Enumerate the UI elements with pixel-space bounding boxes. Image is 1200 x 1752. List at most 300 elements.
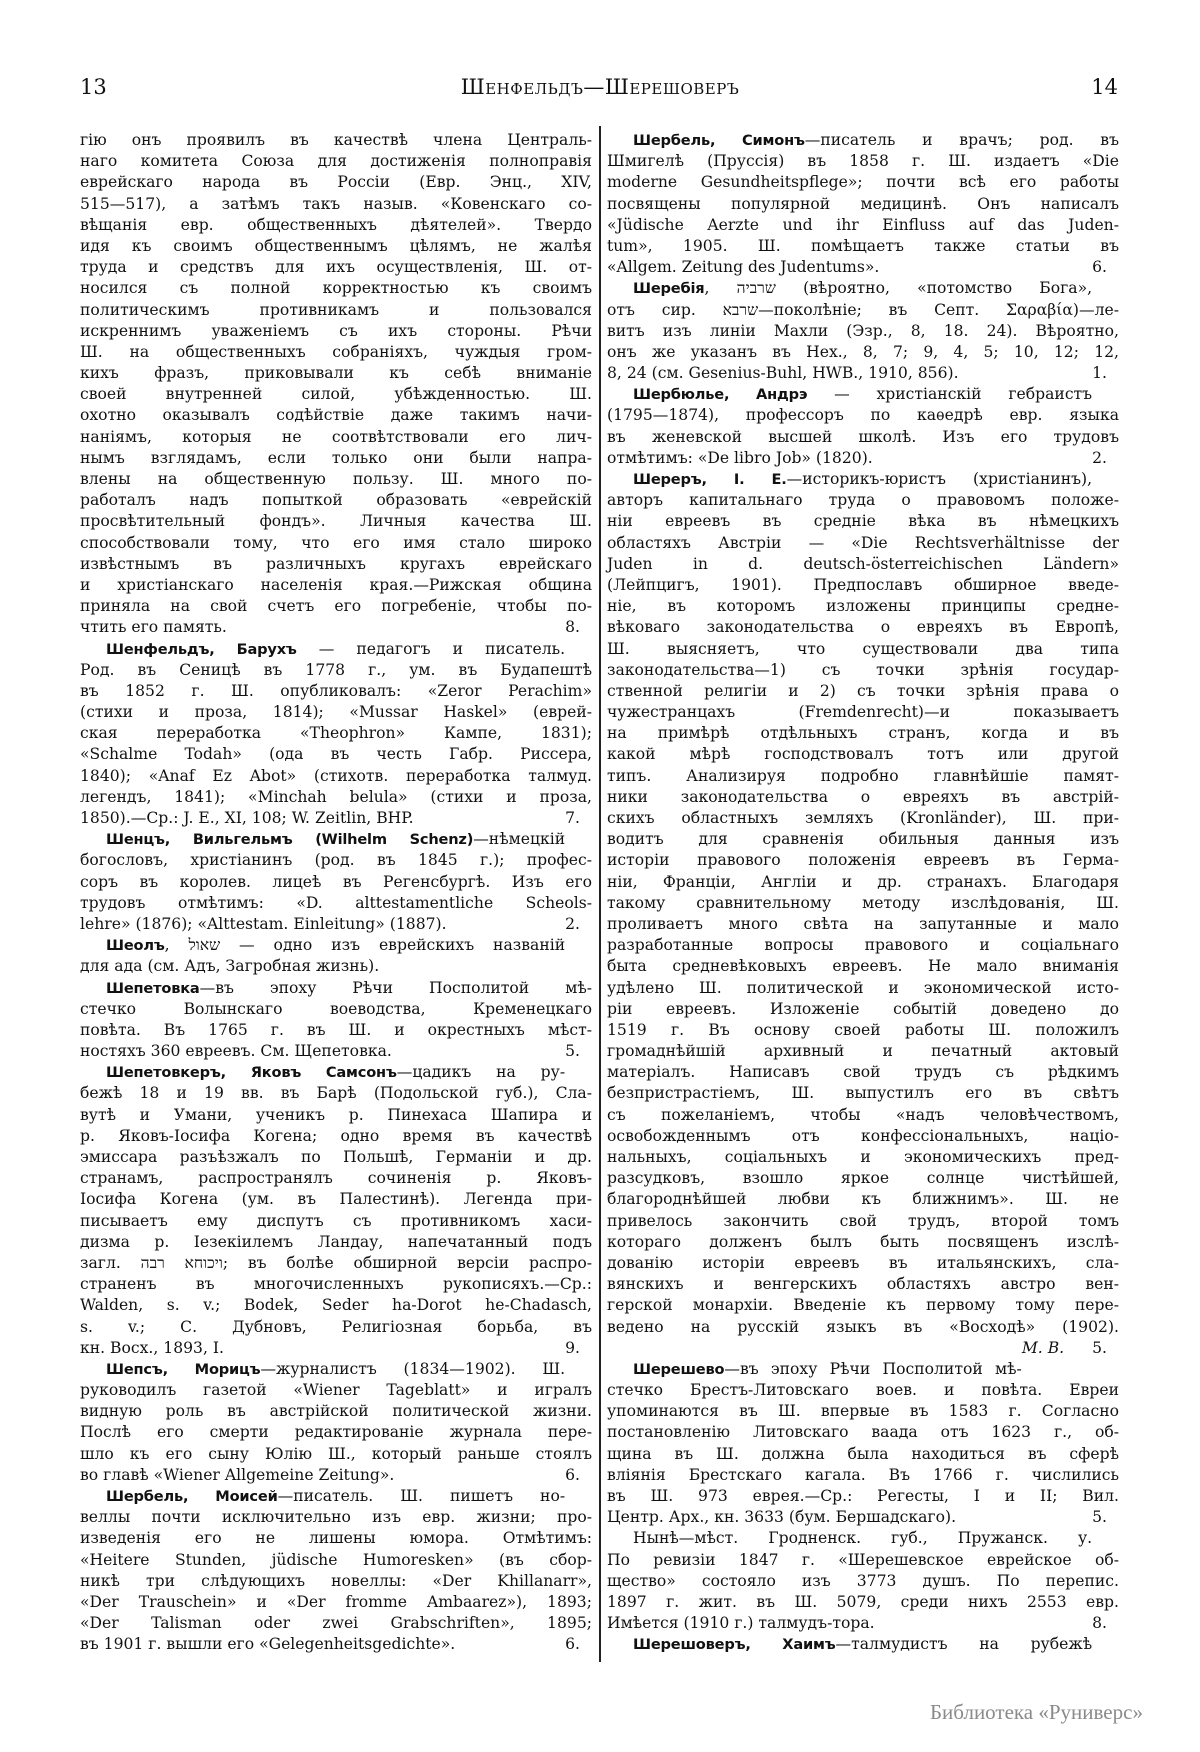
line-text: (стихи и проза, 1814); «Mussar Haskel» (еврей- — [80, 703, 592, 722]
article-entry — [80, 639, 592, 830]
text-line — [80, 681, 592, 702]
line-text: «Der Trauschein» и «Der fromme Ambaarez»), 1893; — [80, 1592, 592, 1611]
signature-number: 5. — [565, 1042, 580, 1061]
entry-headword: Шеолъ — [106, 937, 165, 955]
line-text: упоминаются въ Ш. впервые въ 1583 г. Согласно — [607, 1402, 1119, 1421]
line-text: и христіанскаго населенія края.—Рижская община — [80, 575, 592, 594]
line-text: 1897 г. жит. въ Ш. 5079, среди нихъ 2553 евр. — [607, 1592, 1119, 1611]
line-text: странамъ, распространялъ сочиненія р. Яковъ- — [80, 1169, 592, 1188]
line-text: ники законодательства о евреяхъ въ австрій- — [607, 787, 1119, 806]
text-line — [80, 1401, 592, 1422]
text-line — [607, 1613, 1119, 1634]
text-line — [80, 999, 592, 1020]
line-text: извѣстнымъ въ различныхъ кругахъ еврейскаго — [80, 554, 592, 573]
line-text: вянскихъ и венгерскихъ областяхъ австро вен- — [607, 1275, 1119, 1294]
line-text: соръ въ королев. лицеѣ въ Регенсбургѣ. Изъ его — [80, 872, 592, 891]
text-line — [80, 1507, 592, 1528]
text-line — [607, 850, 1119, 871]
text-line — [607, 1465, 1119, 1486]
line-text: По ревизіи 1847 г. «Шерешевское еврейское об- — [607, 1550, 1119, 1569]
line-text: ріи евреевъ. Изложеніе событій доведено до — [607, 999, 1119, 1018]
contributor-signature — [1092, 363, 1119, 384]
line-text: Центр. Арх., кн. 3633 (бум. Бершадскаго). — [607, 1508, 957, 1527]
text-line — [80, 405, 592, 426]
article-entry — [607, 278, 1119, 384]
line-text: трудовъ отмѣтимъ: «D. alttestamentliche Scheols- — [80, 893, 592, 912]
line-text: исторіи правового положенія евреевъ въ Герма- — [607, 851, 1119, 870]
line-text: громаднѣйшій архивный и печатный актовый — [607, 1042, 1119, 1061]
entry-headword: Шербель, Симонъ — [633, 132, 805, 149]
contributor-signature — [1022, 1338, 1119, 1359]
text-line — [607, 427, 1119, 448]
article-entry — [80, 1486, 592, 1656]
line-text: — христіанскій гебраистъ — [807, 385, 1093, 404]
line-text: ніи евреевъ въ средніе вѣка въ нѣмецкихъ — [607, 512, 1119, 531]
line-text: просвѣтительный фондъ». Личныя качества Ш. — [80, 512, 592, 531]
line-text: быта средневѣковыхъ евреевъ. Не мало вниманія — [607, 957, 1119, 976]
text-line — [607, 384, 1119, 405]
line-text: безпристрастіемъ, Ш. выпустилъ его въ свѣтъ — [607, 1084, 1119, 1103]
line-text: (1795—1874), профессоръ по каѳедрѣ евр. языка — [607, 406, 1119, 425]
running-title: Шенфельдъ—Шерешоверъ — [460, 75, 740, 99]
text-line — [607, 236, 1119, 257]
text-line — [80, 1211, 592, 1232]
line-text: привелось закончить свой трудъ, второй томъ — [607, 1211, 1119, 1230]
line-text: отъ сир. שרבא—поколѣніе; въ Септ. Σαραβία)—ле- — [607, 300, 1119, 319]
text-line — [607, 1126, 1119, 1147]
contributor-signature — [1092, 448, 1119, 469]
signature-number: 5. — [1092, 1508, 1107, 1527]
line-text: —историкъ-юристъ (христіанинъ), — [786, 470, 1093, 488]
text-line — [80, 1147, 592, 1168]
text-line — [80, 575, 592, 596]
text-line — [80, 850, 592, 871]
text-line — [80, 215, 592, 236]
text-line — [80, 1274, 592, 1295]
text-line — [607, 1105, 1119, 1126]
text-line — [80, 766, 592, 787]
contributor-signature — [565, 914, 592, 935]
line-text: , שאול — одно изъ еврейскихъ названій — [164, 936, 566, 955]
signature-number: 6. — [565, 1635, 580, 1654]
line-text: такому сравнительному методу изслѣдованія, Ш. — [607, 893, 1119, 912]
line-text: щина въ Ш. должна была находиться въ сферѣ — [607, 1444, 1119, 1463]
text-line — [607, 1020, 1119, 1041]
line-text: веллы почти исключительно изъ евр. жизни; про- — [80, 1508, 592, 1527]
line-text: (Лейпцигъ, 1901). Предпославъ обширное введе- — [607, 575, 1119, 594]
text-line — [80, 978, 592, 999]
line-text: видную роль въ австрійской политической жизни. — [80, 1402, 592, 1421]
text-line — [80, 1189, 592, 1210]
signature-number: 7. — [565, 809, 580, 827]
text-line — [607, 660, 1119, 681]
text-line — [607, 554, 1119, 575]
entry-headword: Шербюлье, Андрэ — [633, 386, 808, 404]
line-text: Шмигелѣ (Пруссія) въ 1858 г. Ш. издаетъ «Die — [607, 152, 1119, 171]
article-entry — [80, 1062, 592, 1359]
line-text: «Heitere Stunden, jüdische Humoresken» (въ сбор- — [80, 1550, 592, 1569]
entry-headword: Шереръ, І. Е. — [633, 471, 787, 488]
text-line — [80, 1168, 592, 1189]
text-line — [607, 935, 1119, 956]
text-line — [80, 490, 592, 511]
column-right — [607, 130, 1119, 1656]
text-line — [607, 1550, 1119, 1571]
article-entry — [607, 469, 1119, 1359]
entry-headword: Шерешево — [633, 1360, 725, 1378]
text-line — [80, 639, 592, 660]
line-text: нымъ взглядамъ, если только они были напра- — [80, 448, 592, 467]
text-line — [607, 639, 1119, 660]
line-text: —въ эпоху Рѣчи Посполитой мѣ- — [199, 978, 592, 997]
text-line — [607, 1147, 1119, 1168]
line-text: способствовали тому, что его имя стало широко — [80, 533, 592, 552]
article-paragraph — [80, 130, 592, 639]
line-text: гію онъ проявилъ въ качествѣ члена Централь- — [80, 131, 592, 149]
text-line — [80, 723, 592, 744]
contributor-signature — [565, 1465, 592, 1486]
signature-number: 8. — [565, 618, 580, 637]
contributor-signature — [1092, 257, 1119, 278]
text-line — [607, 787, 1119, 808]
text-line — [80, 172, 592, 193]
text-line — [80, 1528, 592, 1549]
text-line — [80, 321, 592, 342]
text-line — [80, 236, 592, 257]
line-text: нальныхъ, соціальныхъ и экономическихъ пред- — [607, 1148, 1119, 1166]
contributor-signature — [1092, 1507, 1119, 1528]
line-text: «Allgem. Zeitung des Judentums». — [607, 258, 880, 277]
signature-number: 5. — [1092, 1338, 1107, 1357]
line-text: ніи, Франціи, Англіи и др. странахъ. Благодаря — [607, 872, 1119, 891]
text-line — [80, 1232, 592, 1253]
entry-headword: Шепетовка — [106, 979, 200, 997]
line-text: , שרביה (вѣроятно, «потомство Бога», — [704, 279, 1093, 298]
text-line — [607, 999, 1119, 1020]
text-line — [607, 194, 1119, 215]
text-line — [80, 914, 592, 935]
line-text: ская переработка «Theophron» Кампе, 1831); — [80, 724, 592, 743]
text-line — [80, 1062, 592, 1083]
text-line — [607, 1401, 1119, 1422]
line-text: стечко Брестъ-Литовскаго воев. и повѣта. Евреи — [607, 1381, 1119, 1400]
text-line — [607, 1168, 1119, 1189]
text-line — [80, 427, 592, 448]
line-text: —писатель и врачъ; род. въ — [804, 131, 1119, 149]
line-text: вутѣ и Умани, ученикъ р. Пинехаса Шапира и — [80, 1105, 592, 1124]
text-line — [607, 1571, 1119, 1592]
line-text: бежѣ 18 и 19 вв. въ Барѣ (Подольской губ.), Сла- — [80, 1084, 592, 1103]
line-text: на примѣрѣ отдѣльныхъ странъ, когда и въ — [607, 724, 1119, 743]
line-text: ведено на русскій языкъ въ «Восходѣ» (1902). — [607, 1317, 1119, 1336]
text-line — [80, 1592, 592, 1613]
line-text: кихъ фразъ, приковывали къ себѣ вниманіе — [80, 364, 592, 383]
line-text: законодательства—1) съ точки зрѣнія государ- — [607, 660, 1119, 679]
entry-headword: Шерешоверъ, Хаимъ — [633, 1636, 836, 1654]
entry-headword: Шенцъ, Вильгельмъ (Wilhelm Schenz) — [106, 831, 474, 849]
text-line — [607, 1486, 1119, 1507]
line-text: для ада (см. Адъ, Загробная жизнь). — [80, 957, 380, 976]
line-text: въ Ш. 973 еврея.—Ср.: Регесты, I и II; Вил. — [607, 1487, 1119, 1505]
line-text: во главѣ «Wiener Allgemeine Zeitung». — [80, 1465, 395, 1484]
line-text: постановленію Литовскаго ваада отъ 1623 г., об- — [607, 1423, 1119, 1442]
contributor-signature — [565, 1338, 592, 1359]
line-text: онъ же указанъ въ Нех., 8, 7; 9, 4, 5; 10, 12; 12, — [607, 342, 1119, 361]
contributor-signature — [565, 1634, 592, 1655]
text-line — [607, 257, 1119, 278]
line-text: писываетъ ему диспутъ съ противникомъ хаси- — [80, 1211, 592, 1230]
signature-number: 1. — [1092, 364, 1107, 383]
text-line — [607, 1359, 1119, 1380]
article-entry — [607, 130, 1119, 278]
signature-number: 9. — [565, 1338, 580, 1357]
line-text: повѣта. Въ 1765 г. въ Ш. и окрестныхъ мѣст- — [80, 1020, 592, 1039]
text-line — [607, 956, 1119, 977]
text-line — [80, 1571, 592, 1592]
line-text: Ш. на общественныхъ собраніяхъ, чуждыя гром- — [80, 342, 592, 361]
line-text: авторъ капитальнаго труда о правовомъ положе- — [607, 491, 1119, 510]
text-line — [607, 172, 1119, 193]
article-entry — [607, 1359, 1119, 1529]
signature-number: 2. — [1092, 448, 1107, 467]
line-text: s. v.; С. Дубновъ, Религіозная борьба, въ — [80, 1317, 592, 1336]
line-text: вѣщанія евр. общественныхъ дѣятелей». Твердо — [80, 215, 592, 234]
line-text: tum», 1905. Ш. помѣщаетъ также статьи въ — [607, 236, 1119, 255]
line-text: ностяхъ 360 евреевъ. См. Щепетовка. — [80, 1042, 392, 1061]
library-watermark: Библиотека «Руниверс» — [930, 1700, 1143, 1724]
text-line — [607, 448, 1119, 469]
text-line — [607, 1422, 1119, 1443]
line-text: —цадикъ на ру- — [396, 1063, 566, 1082]
text-line — [80, 787, 592, 808]
text-line — [80, 257, 592, 278]
text-line — [607, 130, 1119, 151]
text-line — [80, 1550, 592, 1571]
line-text: ственной религіи и 2) съ точки зрѣнія права о — [607, 681, 1119, 700]
line-text: какой мѣрѣ господствовалъ тотъ или другой — [607, 745, 1119, 764]
line-text: Нынѣ—мѣст. Гродненск. губ., Пружанск. у. — [633, 1529, 1093, 1548]
text-line — [80, 1444, 592, 1465]
line-text: отмѣтимъ: «De libro Job» (1820). — [607, 448, 873, 467]
article-entry — [80, 935, 592, 977]
text-line — [607, 1274, 1119, 1295]
text-line — [607, 1338, 1119, 1359]
contributor-signature — [565, 808, 592, 829]
text-line — [607, 829, 1119, 850]
text-line — [80, 872, 592, 893]
line-text: посвящены популярной медицинѣ. Онъ написалъ — [607, 194, 1119, 213]
article-paragraph — [607, 1528, 1119, 1634]
line-text: Juden in d. deutsch-österreichischen Ländern» — [607, 554, 1119, 573]
line-text: Іосифа Когена (ум. въ Палестинѣ). Легенда при- — [80, 1190, 592, 1209]
text-line — [607, 1062, 1119, 1083]
line-text: 1840); «Anaf Ez Abot» (стихотв. переработка талмуд. — [80, 766, 592, 785]
text-line — [607, 872, 1119, 893]
text-line — [80, 935, 592, 956]
line-text: дизма р. Іезекіилемъ Ландау, напечатанный подъ — [80, 1232, 592, 1251]
text-line — [80, 596, 592, 617]
line-text: областяхъ Австріи — «Die Rechtsverhältnisse der — [607, 533, 1119, 552]
text-line — [607, 914, 1119, 935]
text-line — [80, 151, 592, 172]
text-line — [80, 1253, 592, 1274]
line-text: lehre» (1876); «Alttestam. Einleitung» (1887). — [80, 914, 447, 933]
signature-author: М. В. — [1021, 1338, 1065, 1357]
line-text: богословъ, христіанинъ (род. въ 1845 г.); профес- — [80, 851, 592, 870]
text-line — [80, 1422, 592, 1443]
line-text: благороднѣйшей любви къ ближнимъ». Ш. не — [607, 1190, 1119, 1209]
line-text: приняла на свой счетъ его погребеніе, чтобы по- — [80, 597, 592, 616]
line-text: Walden, s. v.; Bodek, Seder ha-Dorot he-Chadasch, — [80, 1296, 592, 1315]
line-text: Род. въ Сеницѣ въ 1778 г., ум. въ Будапештѣ — [80, 660, 592, 679]
line-text: легендъ, 1841); «Minchah belula» (стихи и проза, — [80, 787, 592, 806]
text-line — [80, 554, 592, 575]
line-text: Имѣется (1910 г.) талмудъ-тора. — [607, 1614, 875, 1633]
line-text: въ 1901 г. вышли его «Gelegenheitsgedichte». — [80, 1635, 456, 1654]
text-line — [607, 321, 1119, 342]
line-text: никѣ три слѣдующихъ новеллы: «Der Khillanarr», — [80, 1571, 592, 1590]
article-entry — [80, 829, 592, 935]
line-text: водитъ для сравненія обильныя данныя изъ — [607, 830, 1119, 849]
line-text: 1850).—Ср.: J. E., XI, 108; W. Zeitlin, BHP. — [80, 809, 414, 827]
line-text: проливаетъ много свѣта на запутанные и мало — [607, 914, 1119, 933]
signature-number: 6. — [565, 1465, 580, 1484]
line-text: работалъ надъ попыткой образовать «еврейскій — [80, 491, 592, 510]
line-text: освобожденнымъ отъ конфессіональныхъ, націо- — [607, 1126, 1119, 1145]
text-line — [80, 1126, 592, 1147]
text-line — [607, 1444, 1119, 1465]
text-line — [607, 533, 1119, 554]
line-text: эмиссара разъѣзжалъ по Польшѣ, Германіи и др. — [80, 1148, 592, 1166]
line-text: «Schalme Todah» (ода въ честь Габр. Риссера, — [80, 745, 592, 764]
line-text: —писатель. Ш. пишетъ но- — [277, 1487, 566, 1505]
line-text: витъ изъ линіи Махли (Эзр., 8, 18. 24). Вѣроятно, — [607, 321, 1119, 340]
line-text: въ женевской высшей школѣ. Изъ его трудовъ — [607, 427, 1119, 446]
text-line — [80, 617, 592, 638]
line-text: влены на общественную пользу. Ш. много по- — [80, 470, 592, 488]
line-text: —нѣмецкій — [473, 830, 566, 849]
entry-headword: Шербель, Моисей — [106, 1488, 278, 1505]
contributor-signature — [565, 1041, 592, 1062]
text-line — [80, 1317, 592, 1338]
text-line — [607, 405, 1119, 426]
text-line — [607, 342, 1119, 363]
text-line — [607, 511, 1119, 532]
line-text: разработанные вопросы правового и соціальнаго — [607, 936, 1119, 955]
line-text: типъ. Анализируя подробно главнѣйшіе памят- — [607, 766, 1119, 785]
text-line — [80, 363, 592, 384]
signature-number: 6. — [1092, 258, 1107, 277]
line-text: искреннимъ уваженіемъ съ ихъ стороны. Рѣчи — [80, 321, 592, 340]
text-line — [607, 1507, 1119, 1528]
text-line — [607, 702, 1119, 723]
line-text: ніе, въ которомъ изложены принципы средне- — [607, 597, 1119, 616]
text-line — [80, 808, 592, 829]
text-line — [607, 1041, 1119, 1062]
text-line — [607, 723, 1119, 744]
text-line — [80, 448, 592, 469]
text-line — [607, 1253, 1119, 1274]
contributor-signature — [565, 617, 592, 638]
text-line — [80, 660, 592, 681]
line-text: Послѣ его смерти редактированіе журнала пере- — [80, 1423, 592, 1442]
text-line — [80, 194, 592, 215]
text-line — [607, 215, 1119, 236]
entry-headword: Шенфельдъ, Барухъ — [106, 640, 297, 658]
text-line — [80, 469, 592, 490]
page-number-right: 14 — [1091, 75, 1118, 99]
line-text: «Jüdische Aerzte und ihr Einfluss auf das Juden- — [607, 215, 1119, 234]
text-line — [607, 1528, 1119, 1549]
line-text: въ 1852 г. Ш. опубликовалъ: «Zeror Perachim» — [80, 681, 592, 700]
text-line — [80, 1634, 592, 1655]
text-line — [607, 363, 1119, 384]
entry-headword: Шеребія — [633, 280, 705, 298]
column-divider — [599, 126, 601, 1662]
line-text: — педагогъ и писатель. — [296, 639, 566, 658]
article-entry — [607, 384, 1119, 469]
text-line — [607, 893, 1119, 914]
line-text: —талмудистъ на рубежѣ — [835, 1635, 1093, 1654]
line-text: страненъ въ многочисленныхъ рукописяхъ.—Ср.: — [80, 1275, 592, 1294]
line-text: политическимъ противникамъ и пользовался — [80, 300, 592, 319]
text-line — [80, 533, 592, 554]
text-line — [80, 511, 592, 532]
text-line — [80, 1020, 592, 1041]
text-line — [607, 744, 1119, 765]
text-line — [607, 596, 1119, 617]
text-line — [80, 702, 592, 723]
text-line — [607, 278, 1119, 299]
line-text: наніямъ, которыя не соотвѣтствовали его лич- — [80, 427, 592, 446]
line-text: 515—517), а затѣмъ такъ назыв. «Ковенскаго со- — [80, 194, 592, 213]
line-text: 1519 г. Въ основу своей работы Ш. положилъ — [607, 1020, 1119, 1039]
text-line — [80, 1041, 592, 1062]
text-line — [607, 808, 1119, 829]
text-line — [80, 1338, 592, 1359]
text-line — [80, 893, 592, 914]
line-text: кн. Восх., 1893, I. — [80, 1338, 225, 1357]
text-line — [80, 1105, 592, 1126]
article-entry — [80, 1359, 592, 1486]
page-number-left: 13 — [80, 75, 107, 99]
text-line — [80, 1380, 592, 1401]
line-text: котораго долженъ былъ быть посвященъ изслѣ- — [607, 1232, 1119, 1251]
text-line — [80, 1465, 592, 1486]
contributor-signature — [1092, 1613, 1119, 1634]
text-line — [607, 300, 1119, 321]
line-text: изведенія его не лишены юмора. Отмѣтимъ: — [80, 1529, 592, 1548]
text-line — [80, 130, 592, 151]
signature-number: 8. — [1092, 1614, 1107, 1633]
line-text: своей внутренней силой, убѣжденностью. Ш. — [80, 385, 592, 404]
text-line — [80, 1295, 592, 1316]
text-line — [607, 1634, 1119, 1655]
line-text: руководилъ газетой «Wiener Tageblatt» и игралъ — [80, 1381, 592, 1400]
line-text: вѣковаго законодательства о евреяхъ въ Европѣ, — [607, 618, 1119, 637]
text-line — [80, 1486, 592, 1507]
line-text: чтить его память. — [80, 618, 227, 637]
line-text: шло къ его сыну Юлію Ш., который раньше стоялъ — [80, 1444, 592, 1463]
article-entry — [80, 978, 592, 1063]
line-text: носился съ полной корректностью къ своимъ — [80, 279, 592, 298]
line-text: Ш. выясняетъ, что существовали два типа — [607, 639, 1119, 658]
line-text: стечко Волынскаго воеводства, Кременецкаго — [80, 999, 592, 1018]
text-line — [607, 1232, 1119, 1253]
text-line — [607, 1083, 1119, 1104]
line-text: —въ эпоху Рѣчи Посполитой мѣ- — [724, 1359, 1022, 1378]
text-line — [607, 1592, 1119, 1613]
